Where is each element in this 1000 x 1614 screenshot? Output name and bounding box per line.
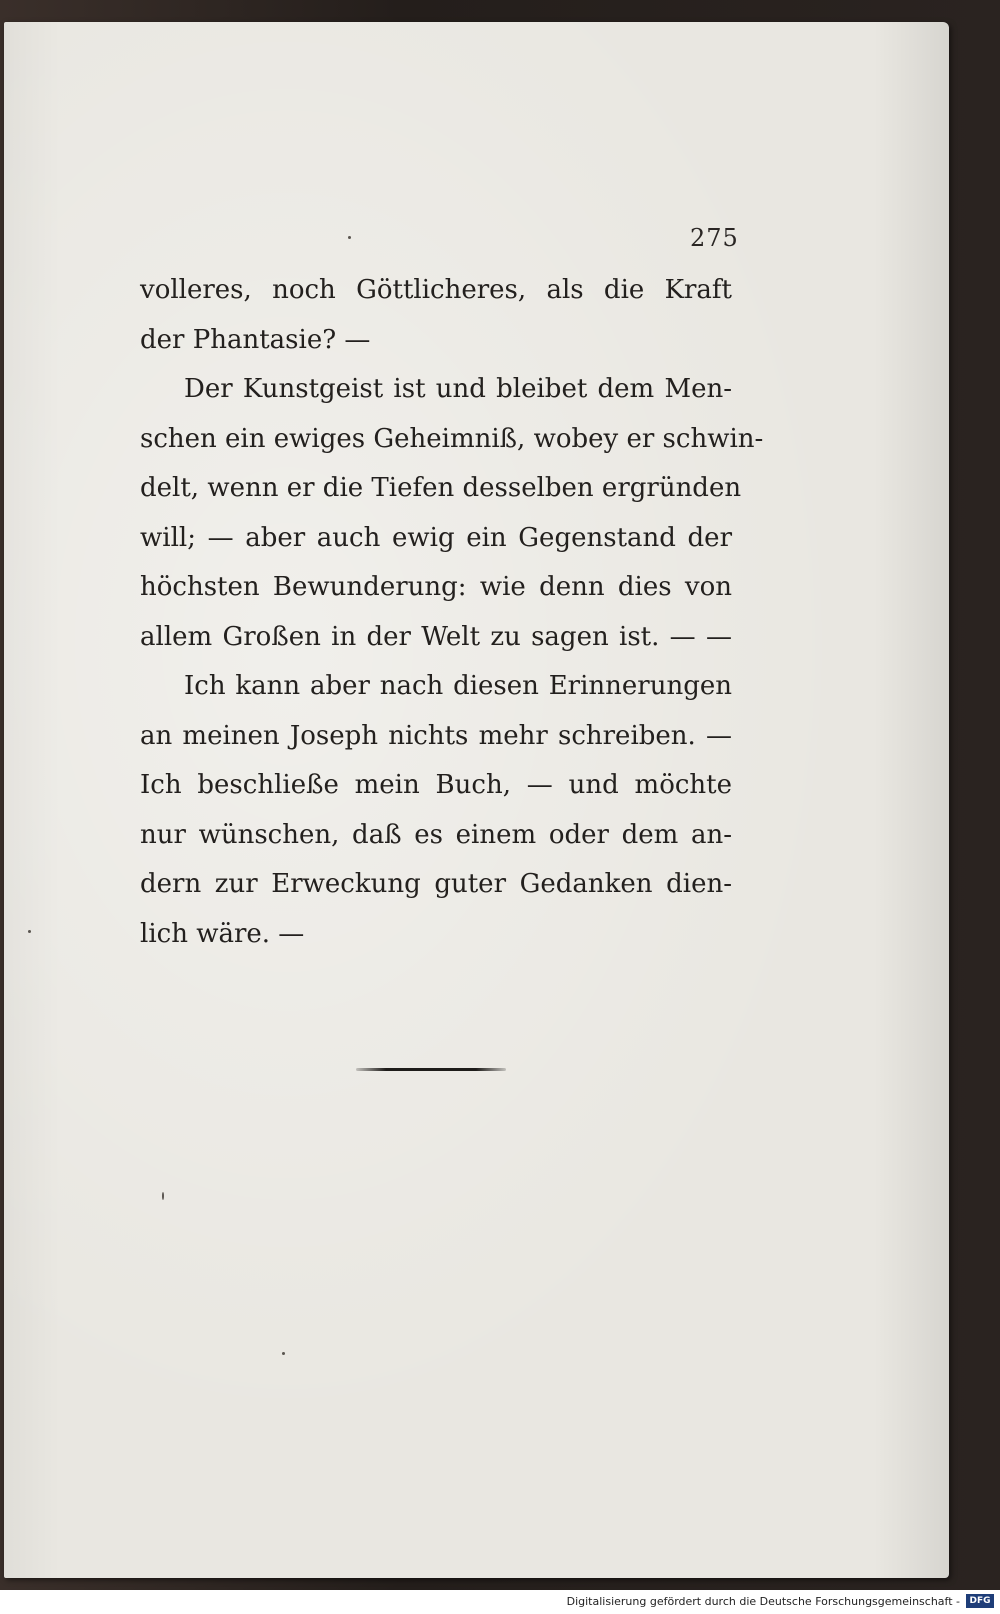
funding-credit: Digitalisierung gefördert durch die Deutsche Forschungsgemeinschaft -	[566, 1595, 960, 1608]
text-line: an meinen Joseph nichts mehr schreiben. —	[140, 720, 732, 751]
text-line: Der Kunstgeist ist und bleibet dem Men-	[184, 374, 732, 404]
text-line: allem Großen in der Welt zu sagen ist. — —	[140, 621, 732, 652]
text-line: nur wünschen, daß es einem oder dem an-	[140, 819, 732, 850]
text-line: will; — aber auch ewig ein Gegenstand der	[140, 522, 732, 553]
text-line: delt, wenn er die Tiefen desselben ergründen	[140, 473, 742, 503]
paper-speck	[282, 1352, 285, 1355]
page-number: 275	[690, 224, 739, 252]
body-text	[140, 266, 764, 959]
text-line: lich wäre. —	[140, 918, 305, 949]
text-line: Ich kann aber nach diesen Erinnerungen	[184, 671, 732, 701]
dfg-logo-icon: DFG	[966, 1594, 994, 1608]
text-line: schen ein ewiges Geheimniß, wobey er schwin-	[140, 423, 764, 454]
text-line: dern zur Erweckung guter Gedanken dien-	[140, 869, 732, 899]
text-line: höchsten Bewunderung: wie denn dies von	[140, 572, 732, 602]
paper-speck	[28, 930, 31, 933]
text-line: Ich beschließe mein Buch, — und möchte	[140, 770, 732, 800]
text-line: der Phantasie? —	[140, 324, 371, 355]
text-line: volleres, noch Göttlicheres, als die Kraft	[140, 275, 732, 305]
paper-speck	[162, 1192, 164, 1200]
paper-speck	[348, 236, 351, 239]
end-ornament-rule	[356, 1068, 506, 1071]
